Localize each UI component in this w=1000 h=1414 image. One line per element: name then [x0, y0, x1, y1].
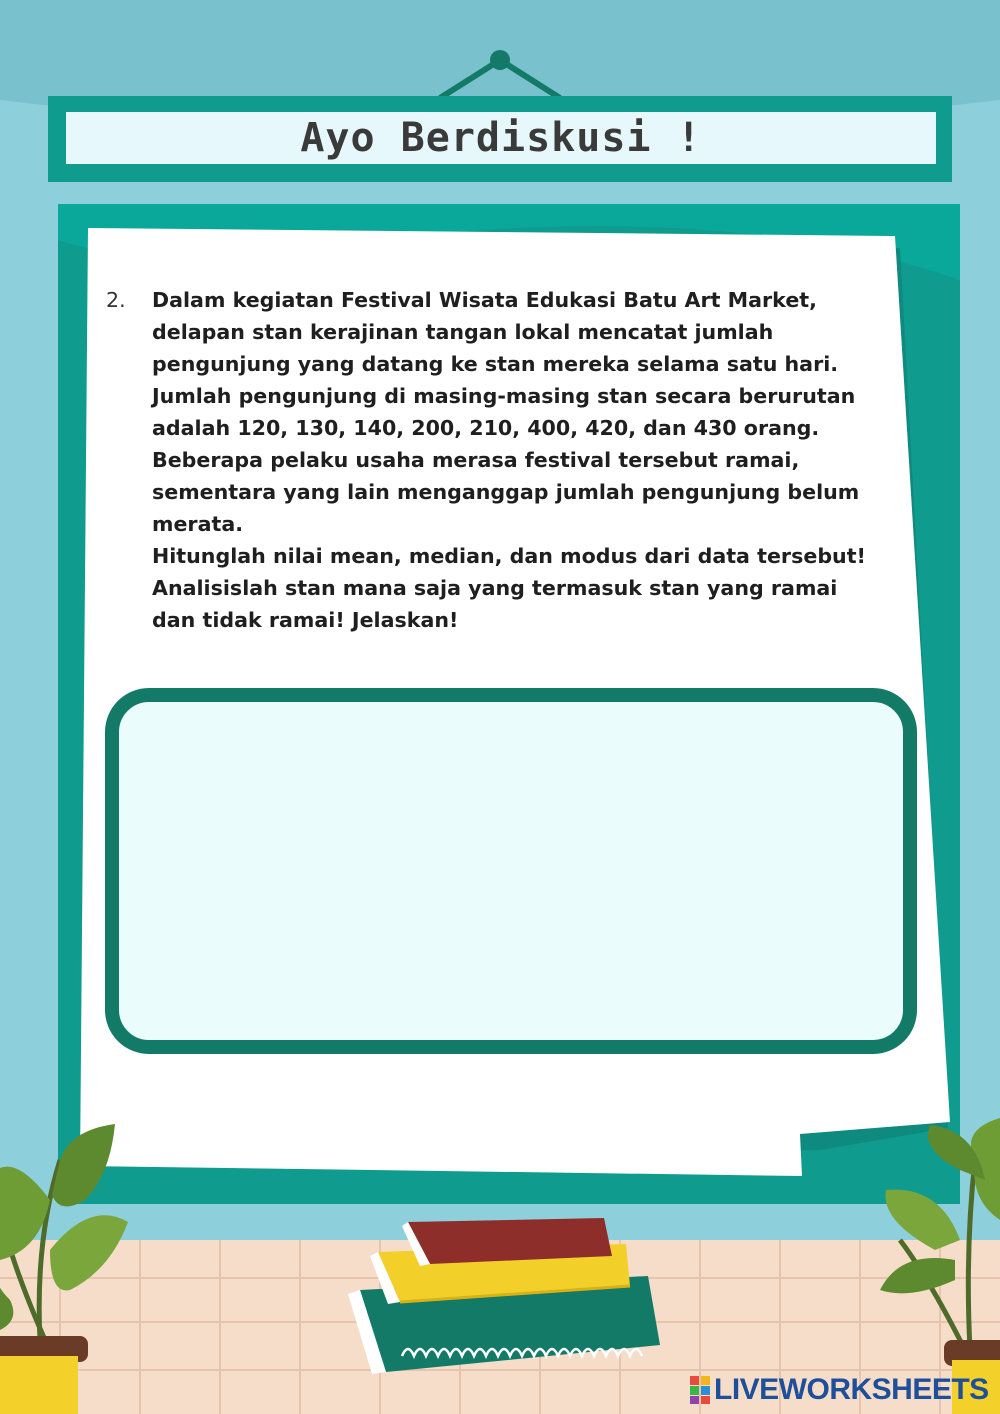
- question-line: Jumlah pengunjung di masing-masing stan secara berurutan: [152, 384, 856, 408]
- question-line: pengunjung yang datang ke stan mereka selama satu hari.: [152, 352, 839, 376]
- question-number: 2.: [106, 288, 126, 312]
- brand-name: LIVEWORKSHEETS: [714, 1373, 989, 1406]
- question-line: sementara yang lain menganggap jumlah pengunjung belum: [152, 480, 860, 504]
- liveworksheets-logo: [690, 1372, 989, 1408]
- question-line: Analisislah stan mana saja yang termasuk stan yang ramai: [152, 576, 838, 600]
- question-line: Dalam kegiatan Festival Wisata Edukasi Batu Art Market,: [152, 288, 817, 312]
- question-line: dan tidak ramai! Jelaskan!: [152, 608, 459, 632]
- question-line: merata.: [152, 512, 244, 536]
- question-text: [152, 284, 876, 636]
- question-line: Hitunglah nilai mean, median, dan modus dari data tersebut!: [152, 544, 866, 568]
- page-title: Ayo Berdiskusi !: [300, 115, 702, 161]
- question-line: Beberapa pelaku usaha merasa festival tersebut ramai,: [152, 448, 800, 472]
- question-line: delapan stan kerajinan tangan lokal mencatat jumlah: [152, 320, 774, 344]
- liveworksheets-logo-icon: [690, 1376, 710, 1404]
- answer-textbox[interactable]: [105, 688, 917, 1054]
- question-block: [106, 284, 876, 636]
- question-line: adalah 120, 130, 140, 200, 210, 400, 420, dan 430 orang.: [152, 416, 820, 440]
